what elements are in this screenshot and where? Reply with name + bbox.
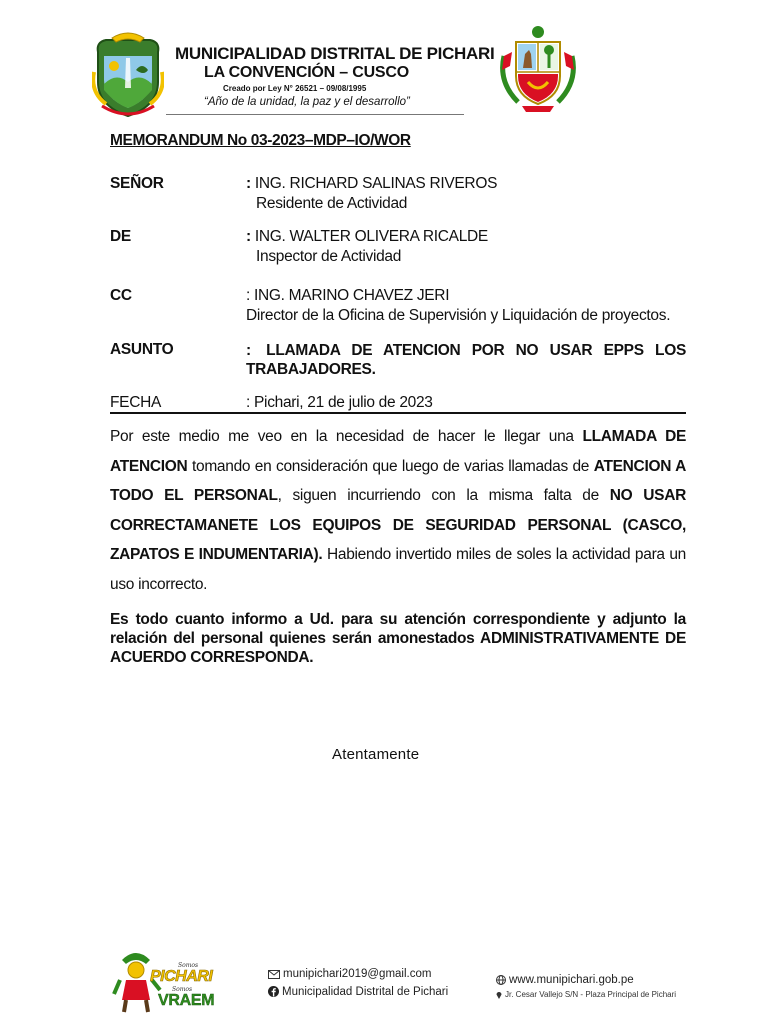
signoff: Atentamente [332,746,420,763]
body-emphasis-2: ATENCION A TODO EL PERSONAL [110,457,686,504]
municipality-location: LA CONVENCIÓN – CUSCO [204,64,410,81]
colon: : [246,287,251,304]
sender-value [246,228,488,266]
date-value [246,394,433,412]
footer-website [496,974,634,986]
closing-paragraph: Es todo cuanto informo a Ud. para su atención correspondiente y adjunto la relación del personal quienes serán amonestados ADMINISTRATIVAMENTE DE ACUERDO CORRESPONDA. [110,611,686,666]
addressee-role: Residente de Actividad [256,195,408,212]
addressee-value [246,175,497,213]
somos-pichari-vraem-logo [112,950,228,1014]
year-motto: “Año de la unidad, la paz y el desarrollo” [204,96,410,108]
cc-label: CC [110,287,132,304]
footer-address [496,990,676,999]
email-icon [268,970,280,979]
colon: : [246,175,251,192]
cc-name: ING. MARINO CHAVEZ JERI [254,287,450,304]
facebook-text: Municipalidad Distrital de Pichari [282,986,449,998]
date-label: FECHA [110,394,162,411]
body-emphasis-1: LLAMADA DE ATENCION [110,428,686,475]
logo-pichari: PICHARI [150,968,213,985]
cc-role: Director de la Oficina de Supervisión y Liquidación de proyectos. [246,307,671,324]
logo-somos-top: Somos [178,962,199,969]
header-fields-divider [110,412,686,414]
cc-value [246,287,670,325]
location-pin-icon [496,991,502,999]
subject-label: ASUNTO [110,341,174,358]
body-text-1: Por este medio me veo en la necesidad de hacer le llegar una [110,428,583,445]
header-divider [166,114,464,115]
peru-coat-of-arms [498,22,578,114]
addressee-label: SEÑOR [110,175,164,192]
website-text: www.munipichari.gob.pe [509,974,634,986]
facebook-icon [268,986,279,997]
globe-icon [496,975,506,985]
addressee-name: ING. RICHARD SALINAS RIVEROS [254,175,498,192]
subject-text: LLAMADA DE ATENCION POR NO USAR EPPS LOS TRABAJADORES. [246,342,686,378]
sender-label: DE [110,228,131,245]
footer-email [268,968,431,980]
footer-facebook [268,986,448,998]
creation-law: Creado por Ley N° 26521 – 09/08/1995 [223,84,367,93]
body-paragraph [110,422,686,599]
sender-role: Inspector de Actividad [256,248,402,265]
memo-title: MEMORANDUM No 03-2023–MDP–IO/WOR [110,132,411,149]
date-text: Pichari, 21 de julio de 2023 [254,394,433,411]
body-emphasis-3: NO USAR CORRECTAMANETE LOS EQUIPOS DE SEGURIDAD PERSONAL (CASCO, ZAPATOS E INDUMENTARIA). [110,487,686,563]
sender-name: ING. WALTER OLIVERA RICALDE [254,228,488,245]
colon: : [246,394,251,411]
logo-vraem: VRAEM [158,992,215,1009]
municipal-crest-logo [92,32,164,118]
subject-value [246,341,686,379]
email-text: munipichari2019@gmail.com [283,968,432,980]
logo-somos-mid: Somos [172,986,193,993]
body-text-3: , siguen incurriendo con la misma falta de [277,487,610,504]
municipality-name: MUNICIPALIDAD DISTRITAL DE PICHARI [175,44,495,63]
colon: : [246,342,251,359]
address-text: Jr. Cesar Vallejo S/N - Plaza Principal de Pichari [505,990,677,999]
body-text-2: tomando en consideración que luego de varias llamadas de [187,457,594,475]
colon: : [246,228,251,245]
body-text-4: Habiendo invertido miles de soles la actividad para un uso incorrecto. [110,546,686,593]
